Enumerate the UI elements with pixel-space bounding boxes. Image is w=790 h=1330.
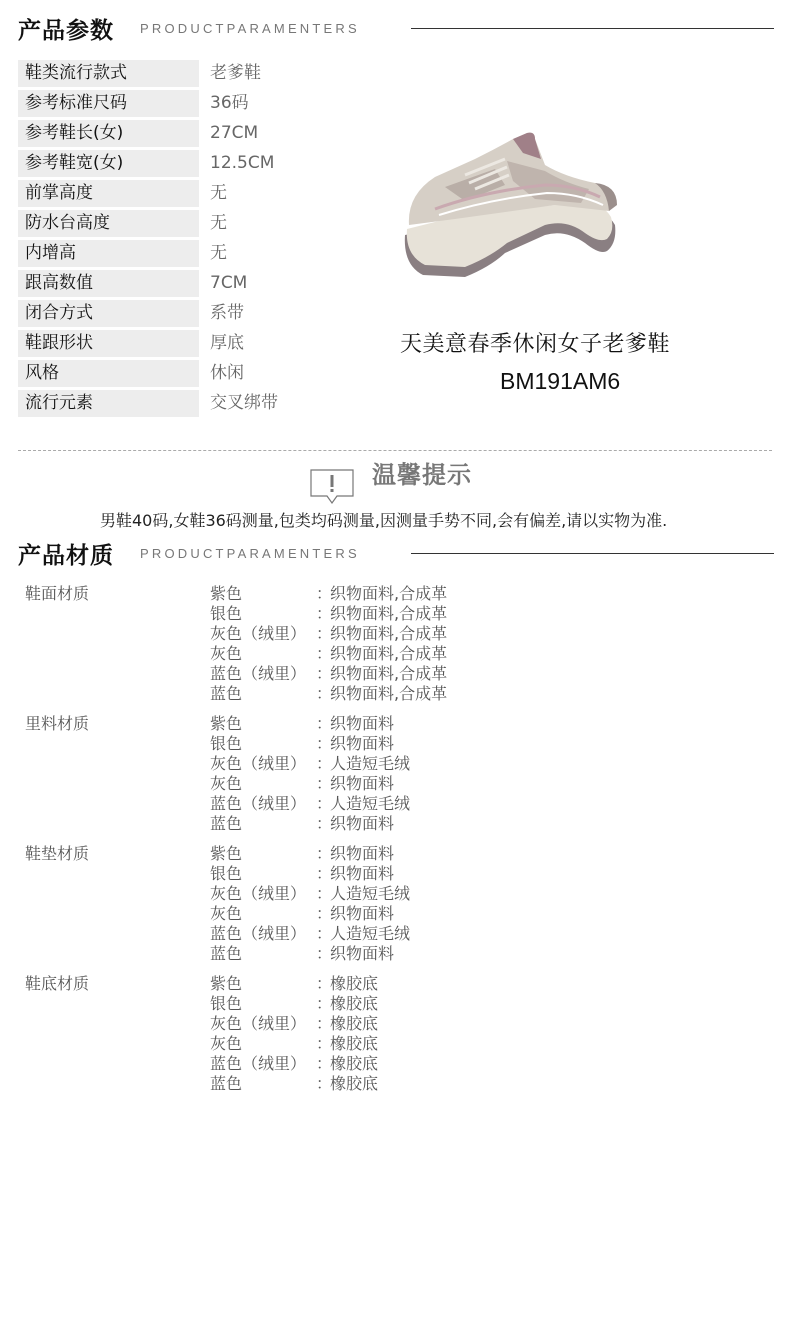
- param-key: 鞋跟形状: [18, 330, 199, 357]
- param-row: [18, 179, 318, 209]
- material-line: [210, 1014, 378, 1034]
- material-value: 织物面料: [330, 904, 395, 923]
- colon-separator: ：: [316, 1074, 333, 1093]
- material-line: [210, 584, 447, 604]
- colon-separator: ：: [316, 774, 333, 793]
- product-name: 天美意春季休闲女子老爹鞋: [400, 332, 671, 357]
- param-value: 12.5CM: [210, 153, 275, 173]
- param-key: 内增高: [18, 240, 199, 267]
- color-name: 紫色: [210, 714, 243, 733]
- color-name: 紫色: [210, 844, 243, 863]
- material-value: 人造短毛绒: [330, 884, 411, 903]
- material-value: 织物面料,合成革: [330, 624, 448, 643]
- material-group: [0, 844, 790, 974]
- material-label: 鞋面材质: [25, 584, 90, 603]
- exclamation-bubble-icon: [310, 469, 354, 505]
- material-line: [210, 884, 410, 904]
- color-name: 灰色（绒里）: [210, 1014, 307, 1033]
- color-name: 紫色: [210, 974, 243, 993]
- colon-separator: ：: [316, 884, 333, 903]
- sneaker-illustration: [395, 125, 635, 295]
- param-value: 36码: [210, 93, 249, 113]
- color-name: 灰色（绒里）: [210, 884, 307, 903]
- material-line: [210, 864, 394, 884]
- color-name: 蓝色（绒里）: [210, 664, 307, 683]
- material-line: [210, 794, 410, 814]
- colon-separator: ：: [316, 864, 333, 883]
- color-name: 银色: [210, 604, 243, 623]
- material-line: [210, 1074, 378, 1094]
- color-name: 银色: [210, 994, 243, 1013]
- material-line: [210, 1034, 378, 1054]
- params-section-header: [0, 12, 790, 52]
- section-divider: [411, 28, 774, 29]
- param-row: [18, 269, 318, 299]
- param-value: 厚底: [210, 333, 244, 353]
- colon-separator: ：: [316, 734, 333, 753]
- color-name: 灰色（绒里）: [210, 754, 307, 773]
- material-value: 织物面料: [330, 944, 395, 963]
- material-value: 织物面料: [330, 864, 395, 883]
- param-row: [18, 329, 318, 359]
- color-name: 蓝色（绒里）: [210, 1054, 307, 1073]
- colon-separator: ：: [316, 1014, 333, 1033]
- color-name: 紫色: [210, 584, 243, 603]
- material-group: [0, 714, 790, 844]
- colon-separator: ：: [316, 604, 333, 623]
- param-key: 参考鞋长(女): [18, 120, 199, 147]
- param-key: 流行元素: [18, 390, 199, 417]
- colon-separator: ：: [316, 1034, 333, 1053]
- colon-separator: ：: [316, 624, 333, 643]
- colon-separator: ：: [316, 924, 333, 943]
- section-title: 产品材质: [18, 543, 114, 569]
- colon-separator: ：: [316, 944, 333, 963]
- section-subtitle: PRODUCTPARAMENTERS: [140, 21, 360, 36]
- product-code: BM191AM6: [500, 368, 621, 394]
- param-row: [18, 299, 318, 329]
- colon-separator: ：: [316, 584, 333, 603]
- param-value: 老爹鞋: [210, 63, 261, 83]
- color-name: 蓝色（绒里）: [210, 794, 307, 813]
- material-line: [210, 664, 447, 684]
- param-value: 交叉绑带: [210, 393, 278, 413]
- material-value: 橡胶底: [330, 1074, 379, 1093]
- param-value: 无: [210, 243, 227, 263]
- material-line: [210, 814, 394, 834]
- material-line: [210, 684, 447, 704]
- section-title: 产品参数: [18, 18, 114, 44]
- colon-separator: ：: [316, 754, 333, 773]
- material-value: 橡胶底: [330, 974, 379, 993]
- color-name: 蓝色: [210, 944, 243, 963]
- param-key: 防水台高度: [18, 210, 199, 237]
- material-label: 鞋垫材质: [25, 844, 90, 863]
- section-subtitle: PRODUCTPARAMENTERS: [140, 546, 360, 561]
- material-label: 鞋底材质: [25, 974, 90, 993]
- material-line: [210, 974, 378, 994]
- color-name: 蓝色: [210, 814, 243, 833]
- color-name: 蓝色: [210, 684, 243, 703]
- param-value: 休闲: [210, 363, 244, 383]
- material-line: [210, 624, 447, 644]
- param-row: [18, 359, 318, 389]
- colon-separator: ：: [316, 1054, 333, 1073]
- material-line: [210, 924, 410, 944]
- material-line: [210, 644, 447, 664]
- colon-separator: ：: [316, 844, 333, 863]
- colon-separator: ：: [316, 664, 333, 683]
- color-name: 灰色（绒里）: [210, 624, 307, 643]
- colon-separator: ：: [316, 794, 333, 813]
- material-line: [210, 774, 394, 794]
- material-value: 橡胶底: [330, 1034, 379, 1053]
- param-key: 参考标准尺码: [18, 90, 199, 117]
- param-value: 27CM: [210, 123, 259, 143]
- param-key: 风格: [18, 360, 199, 387]
- material-value: 织物面料: [330, 714, 395, 733]
- materials-section-header: [0, 537, 790, 577]
- material-line: [210, 734, 394, 754]
- material-value: 织物面料,合成革: [330, 684, 448, 703]
- material-line: [210, 604, 447, 624]
- color-name: 灰色: [210, 1034, 243, 1053]
- material-value: 织物面料: [330, 844, 395, 863]
- param-value: 无: [210, 183, 227, 203]
- color-name: 灰色: [210, 774, 243, 793]
- param-key: 参考鞋宽(女): [18, 150, 199, 177]
- params-table: [18, 59, 318, 419]
- param-value: 7CM: [210, 273, 248, 293]
- dashed-divider: [18, 450, 772, 451]
- param-row: [18, 89, 318, 119]
- product-image: [395, 125, 635, 295]
- material-line: [210, 944, 394, 964]
- material-value: 织物面料,合成革: [330, 664, 448, 683]
- notice-title: 温馨提示: [372, 461, 472, 489]
- material-line: [210, 754, 410, 774]
- colon-separator: ：: [316, 684, 333, 703]
- material-value: 织物面料: [330, 774, 395, 793]
- material-value: 人造短毛绒: [330, 754, 411, 773]
- material-value: 橡胶底: [330, 994, 379, 1013]
- material-label: 里料材质: [25, 714, 90, 733]
- color-name: 银色: [210, 864, 243, 883]
- param-value: 系带: [210, 303, 244, 323]
- material-value: 织物面料: [330, 814, 395, 833]
- material-value: 织物面料,合成革: [330, 584, 448, 603]
- material-value: 织物面料: [330, 734, 395, 753]
- material-value: 织物面料,合成革: [330, 644, 448, 663]
- material-group: [0, 974, 790, 1104]
- colon-separator: ：: [316, 714, 333, 733]
- param-value: 无: [210, 213, 227, 233]
- material-value: 橡胶底: [330, 1014, 379, 1033]
- material-value: 橡胶底: [330, 1054, 379, 1073]
- material-value: 人造短毛绒: [330, 794, 411, 813]
- colon-separator: ：: [316, 974, 333, 993]
- section-divider: [411, 553, 774, 554]
- param-key: 鞋类流行款式: [18, 60, 199, 87]
- material-line: [210, 844, 394, 864]
- color-name: 蓝色（绒里）: [210, 924, 307, 943]
- material-line: [210, 994, 378, 1014]
- param-row: [18, 389, 318, 419]
- color-name: 灰色: [210, 644, 243, 663]
- material-line: [210, 904, 394, 924]
- param-row: [18, 239, 318, 269]
- material-group: [0, 584, 790, 714]
- param-key: 跟高数值: [18, 270, 199, 297]
- color-name: 银色: [210, 734, 243, 753]
- param-row: [18, 59, 318, 89]
- colon-separator: ：: [316, 904, 333, 923]
- param-row: [18, 149, 318, 179]
- material-line: [210, 1054, 378, 1074]
- materials-list: [0, 584, 790, 1104]
- material-value: 人造短毛绒: [330, 924, 411, 943]
- param-key: 闭合方式: [18, 300, 199, 327]
- notice-text: 男鞋40码,女鞋36码测量,包类均码测量,因测量手势不同,会有偏差,请以实物为准.: [100, 511, 668, 530]
- material-line: [210, 714, 394, 734]
- colon-separator: ：: [316, 644, 333, 663]
- colon-separator: ：: [316, 994, 333, 1013]
- color-name: 蓝色: [210, 1074, 243, 1093]
- param-key: 前掌高度: [18, 180, 199, 207]
- param-row: [18, 209, 318, 239]
- color-name: 灰色: [210, 904, 243, 923]
- param-row: [18, 119, 318, 149]
- material-value: 织物面料,合成革: [330, 604, 448, 623]
- colon-separator: ：: [316, 814, 333, 833]
